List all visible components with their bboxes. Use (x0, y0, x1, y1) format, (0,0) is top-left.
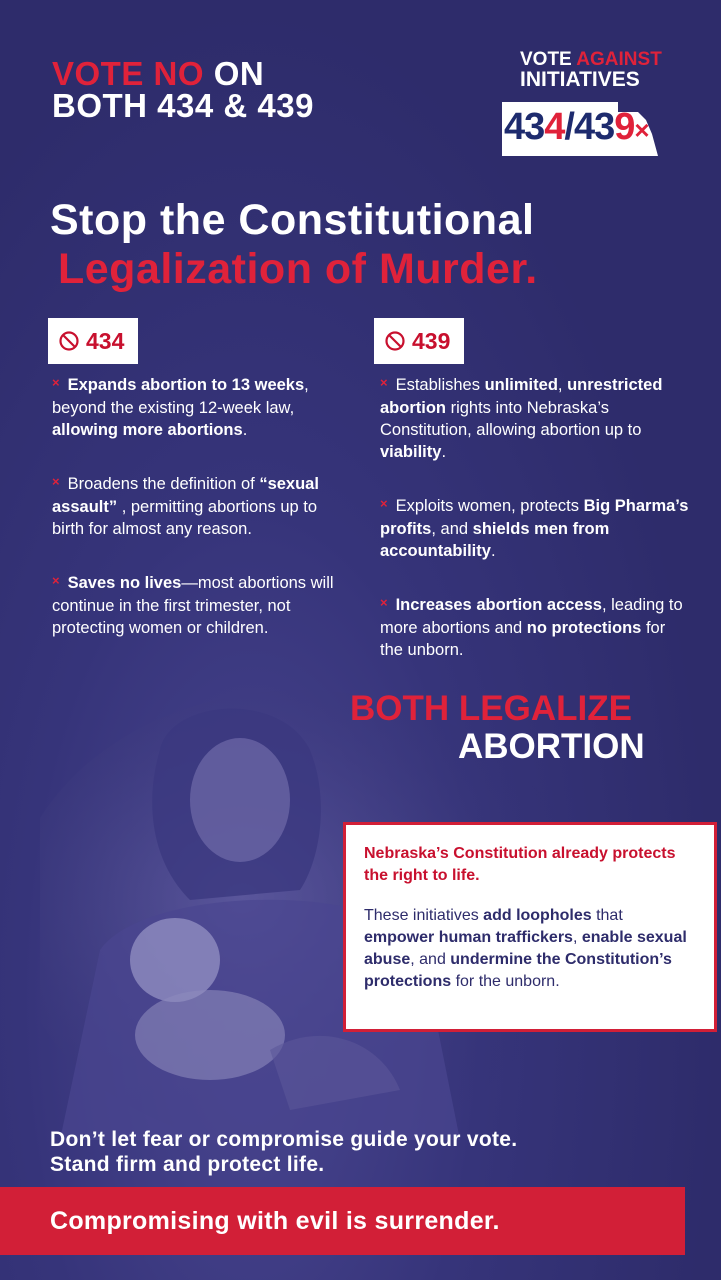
info-box-body: These initiatives add loopholes that empower human traffickers, enable sexual abuse, and undermine the Constitution’s protections for the unborn. (364, 907, 687, 990)
badge-439-label: 439 (412, 327, 451, 354)
logo-against: AGAINST (571, 49, 662, 70)
x-icon: × (380, 496, 388, 511)
x-icon: × (380, 595, 388, 610)
logo-numbers: 434/439× (504, 106, 649, 148)
badge-434 (48, 318, 138, 364)
prohibited-icon (384, 330, 406, 352)
list-item: × Broadens the definition of “sexual assault” , permitting abortions up to birth for almost any reason. (52, 474, 319, 538)
badge-434-label: 434 (86, 327, 125, 354)
headline-both: BOTH 434 & 439 (52, 87, 314, 124)
list-item: × Saves no lives—most abortions will continue in the first trimester, not protecting women or children. (52, 573, 334, 637)
x-icon: × (52, 474, 60, 489)
headline-vote-no: VOTE NO (52, 55, 205, 92)
banner-text: Compromising with evil is surrender. (50, 1206, 500, 1235)
column-439 (380, 374, 690, 693)
vote-against-logo (500, 50, 670, 160)
info-box-lead: Nebraska’s Constitution already protects the right to life. (364, 845, 676, 884)
list-item: × Exploits women, protects Big Pharma’s profits, and shields men from accountability. (380, 496, 689, 560)
call-to-action (50, 1127, 517, 1177)
constitution-info-box (343, 822, 717, 1032)
badge-439 (374, 318, 464, 364)
x-icon: × (52, 375, 60, 390)
title-line2: Legalization of Murder. (58, 245, 538, 293)
column-434 (52, 374, 348, 671)
both-legalize-text: BOTH LEGALIZE (350, 689, 632, 728)
prohibited-icon (58, 330, 80, 352)
logo-initiatives: INITIATIVES (520, 68, 640, 91)
cta-line1: Don’t let fear or compromise guide your vote. (50, 1128, 518, 1151)
bottom-banner (0, 1187, 685, 1255)
cta-line2: Stand firm and protect life. (50, 1153, 325, 1176)
headline (52, 55, 314, 124)
list-item: × Establishes unlimited, unrestricted abortion rights into Nebraska’s Constitution, allowing abortion up to viability. (380, 375, 663, 461)
list-item: × Increases abortion access, leading to more abortions and no protections for the unborn. (380, 595, 683, 659)
list-item: × Expands abortion to 13 weeks, beyond the existing 12-week law, allowing more abortions. (52, 375, 309, 439)
x-icon: × (380, 375, 388, 390)
logo-x-icon: × (634, 115, 649, 145)
headline-on: ON (204, 55, 265, 92)
logo-vote: VOTE (520, 49, 572, 70)
x-icon: × (52, 573, 60, 588)
title-line1: Stop the Constitutional (50, 196, 535, 244)
abortion-text: ABORTION (458, 727, 645, 766)
